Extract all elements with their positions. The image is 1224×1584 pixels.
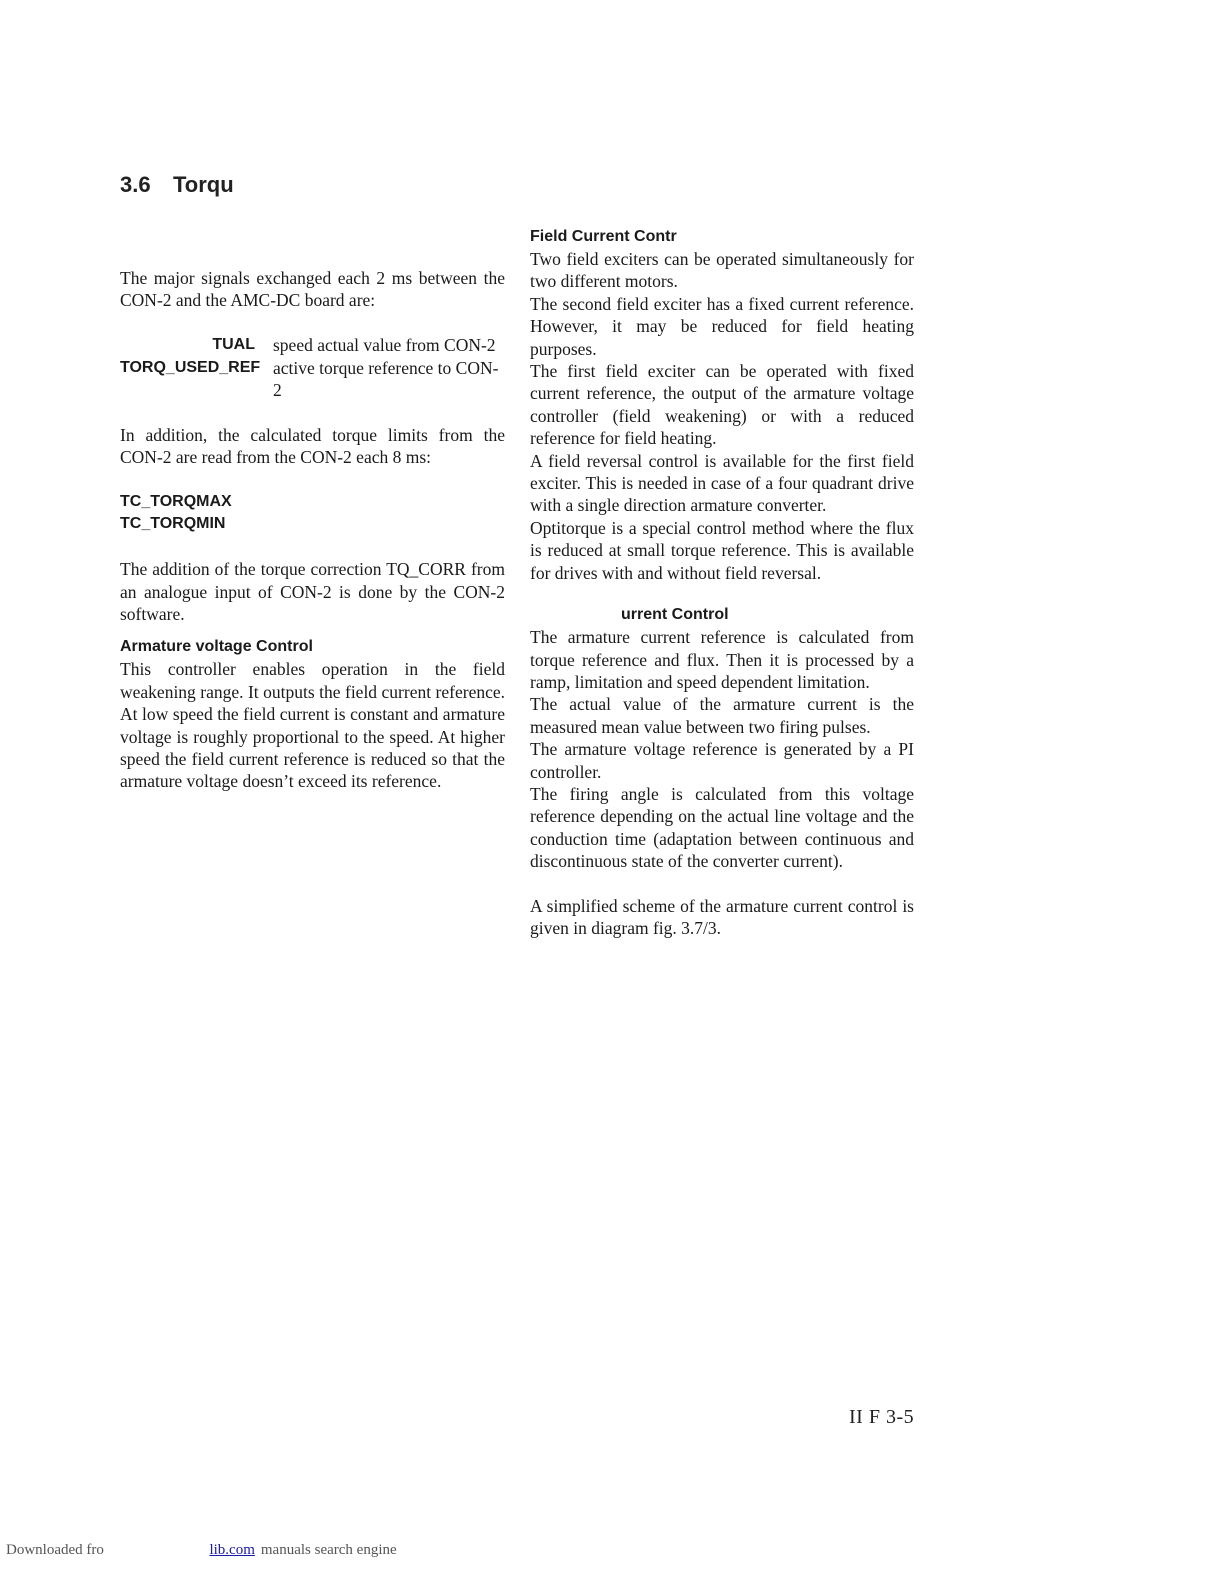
section-title-text: Torqu: [173, 172, 234, 197]
current-paragraph: The actual value of the armature current is the measured mean value between two firing pulses.: [530, 694, 914, 737]
limits-paragraph: In addition, the calculated torque limits from the CON-2 are read from the CON-2 each 8 ms:: [120, 424, 505, 468]
signal-row: [120, 334, 505, 356]
field-paragraph: Optitorque is a special control method where the flux is reduced at small torque reference. This is available for drives with and without field reversal.: [530, 517, 914, 583]
footer-prefix: Downloaded fro: [6, 1542, 104, 1558]
correction-paragraph: The addition of the torque correction TQ_CORR from an analogue input of CON-2 is done by the CON-2 software.: [120, 559, 505, 625]
armature-voltage-paragraph: This controller enables operation in the field weakening range. It outputs the field current reference. At low speed the field current is constant and armature voltage is roughly proportional to the speed. At higher speed the field current reference is reduced so that the armature voltage doesn’t exceed its reference.: [120, 659, 505, 792]
intro-paragraph: The major signals exchanged each 2 ms between the CON-2 and the AMC-DC board are:: [120, 268, 505, 311]
field-paragraph: A field reversal control is available for the first field exciter. This is needed in case of a four quadrant drive with a single direction armature converter.: [530, 450, 914, 516]
field-paragraph: The first field exciter can be operated with fixed current reference, the output of the armature voltage controller (field weakening) or with a reduced reference for field heating.: [530, 361, 914, 449]
signal-name: TUAL: [212, 336, 255, 354]
current-paragraph: The armature voltage reference is generated by a PI controller.: [530, 739, 914, 782]
signal-description: speed actual value from CON-2: [273, 335, 496, 356]
section-title: [120, 172, 234, 198]
section-number: 3.6: [120, 172, 151, 197]
field-current-heading: Field Current Contr: [530, 228, 677, 245]
armature-voltage-heading: Armature voltage Control: [120, 638, 313, 656]
signal-row: [120, 357, 505, 402]
left-column: [120, 267, 505, 793]
current-control-heading: urrent Control: [621, 606, 729, 624]
scheme-paragraph: A simplified scheme of the armature current control is given in diagram fig. 3.7/3.: [530, 895, 914, 939]
footer-suffix: manuals search engine: [260, 1542, 397, 1558]
footer-link[interactable]: lib.com: [209, 1542, 255, 1558]
right-column: [530, 226, 914, 940]
limit-name: TC_TORQMIN: [120, 515, 226, 533]
signal-description: active torque reference to CON-2: [273, 357, 499, 401]
current-paragraph: The firing angle is calculated from this voltage reference depending on the actual line voltage and the conduction time (adaptation between continuous and discontinuous state of the converter current).: [530, 783, 914, 872]
page-number: II F 3-5: [849, 1406, 915, 1428]
field-paragraph: Two field exciters can be operated simultaneously for two different motors.: [530, 249, 914, 292]
current-paragraph: The armature current reference is calculated from torque reference and flux. Then it is processed by a ramp, limitation and speed dependent limitation.: [530, 627, 914, 692]
signal-name: TORQ_USED_REF: [120, 358, 261, 376]
download-footer: [6, 1542, 397, 1559]
limit-name: TC_TORQMAX: [120, 493, 232, 511]
field-paragraph: The second field exciter has a fixed current reference. However, it may be reduced for field heating purposes.: [530, 293, 914, 359]
